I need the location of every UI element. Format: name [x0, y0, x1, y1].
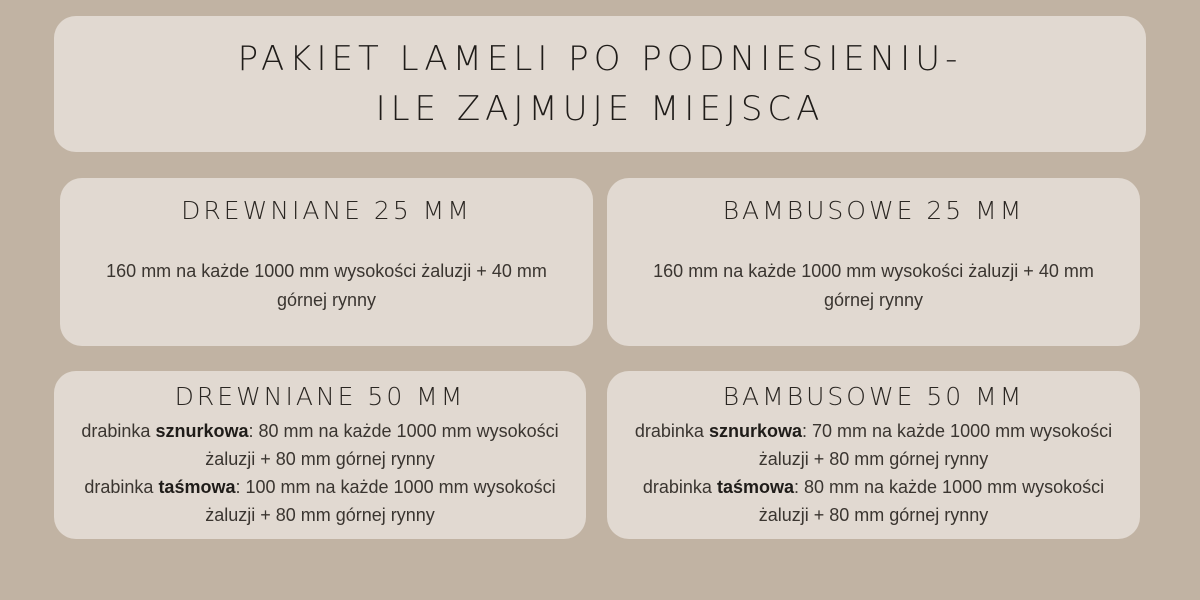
title-line-2: ILE ZAJMUJE MIEJSCA — [375, 89, 825, 129]
ladder-spec: : 70 mm na każde 1000 mm wysokości żaluzji + 80 mm górnej rynny — [758, 421, 1113, 469]
ladder-label: drabinka — [81, 421, 156, 441]
ladder-spec: : 100 mm na każde 1000 mm wysokości żaluzji + 80 mm górnej rynny — [205, 477, 556, 525]
ladder-spec: : 80 mm na każde 1000 mm wysokości żaluzji + 80 mm górnej rynny — [205, 421, 559, 469]
ladder-type-tape: taśmowa — [158, 477, 236, 497]
card-bambusowe-25 — [607, 178, 1140, 346]
card-heading: BAMBUSOWE 25 MM — [722, 196, 1025, 225]
ladder-label: drabinka — [84, 477, 159, 497]
ladder-label: drabinka — [634, 421, 709, 441]
ladder-label: drabinka — [642, 477, 717, 497]
ladder-type-cord: sznurkowa — [155, 421, 249, 441]
title-line-1: PAKIET LAMELI PO PODNIESIENIU- — [237, 39, 963, 79]
ladder-type-tape: taśmowa — [716, 477, 794, 497]
card-text — [627, 417, 1120, 529]
card-heading: DREWNIANE 25 MM — [181, 196, 472, 225]
card-heading: DREWNIANE 50 MM — [174, 382, 466, 411]
ladder-type-cord: sznurkowa — [708, 421, 802, 441]
card-heading: BAMBUSOWE 50 MM — [722, 382, 1025, 411]
card-drewniane-50 — [54, 371, 586, 539]
card-text — [74, 417, 566, 529]
card-text: 160 mm na każde 1000 mm wysokości żaluzji + 40 mm górnej rynny — [653, 261, 1094, 310]
ladder-spec: : 80 mm na każde 1000 mm wysokości żaluzji + 80 mm górnej rynny — [758, 477, 1105, 525]
card-bambusowe-50 — [607, 371, 1140, 539]
card-drewniane-25 — [60, 178, 593, 346]
title-card — [54, 16, 1146, 152]
card-text: 160 mm na każde 1000 mm wysokości żaluzji + 40 mm górnej rynny — [106, 261, 547, 310]
